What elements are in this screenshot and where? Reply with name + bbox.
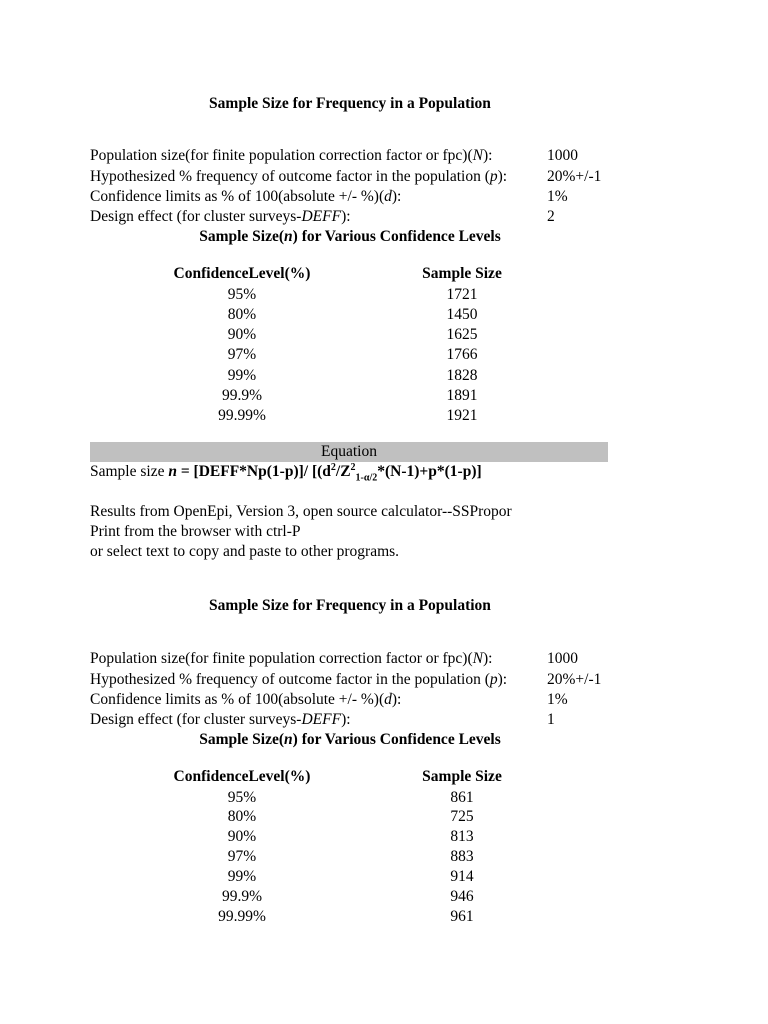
- table-cell-level: 99.99%: [218, 407, 266, 424]
- param-value-confidence-limits: 1%: [547, 188, 568, 205]
- table-cell-size: 914: [450, 868, 474, 885]
- column-header-confidence-level: ConfidenceLevel(%): [173, 768, 311, 785]
- table-cell-size: 1828: [446, 367, 478, 384]
- equation-formula: Sample size n = [DEFF*Np(1-p)]/ [$(d^2/Z^2_{1-\alpha/2}*(N-1)+p*(1-p)]$: [90, 462, 482, 484]
- note-copy: or select text to copy and paste to other programs.: [90, 543, 400, 560]
- column-header-sample-size: Sample Size: [422, 265, 502, 282]
- table-cell-level: 90%: [227, 828, 257, 845]
- table-cell-size: 725: [450, 808, 474, 825]
- table-cell-level: 80%: [227, 808, 257, 825]
- table-cell-level: 80%: [227, 306, 257, 323]
- note-openepi: Results from OpenEpi, Version 3, open source calculator--SSPropor: [90, 503, 512, 520]
- table-cell-level: 99%: [227, 367, 257, 384]
- table-cell-size: 883: [450, 848, 474, 865]
- section-1: [0, 95, 768, 565]
- table-cell-size: 1921: [446, 407, 478, 424]
- table-cell-size: 961: [450, 908, 474, 925]
- section-title: Sample Size for Frequency in a Population: [209, 95, 491, 112]
- param-label-population: Population size(for finite population correction factor or fpc)(N):: [90, 650, 493, 667]
- column-header-sample-size: Sample Size: [422, 768, 502, 785]
- param-value-population: 1000: [547, 147, 578, 164]
- equation-header: Equation: [90, 442, 608, 462]
- table-cell-size: 1891: [446, 387, 478, 404]
- param-value-design-effect: 2: [547, 208, 555, 225]
- note-print: Print from the browser with ctrl-P: [90, 523, 301, 540]
- param-label-design-effect: Design effect (for cluster surveys-DEFF):: [90, 711, 351, 728]
- param-value-design-effect: 1: [547, 711, 555, 728]
- table-subtitle: Sample Size(n) for Various Confidence Levels: [199, 731, 501, 748]
- param-label-frequency: Hypothesized % frequency of outcome factor in the population (p):: [90, 671, 508, 688]
- table-cell-size: 813: [450, 828, 474, 845]
- table-cell-size: 946: [450, 888, 474, 905]
- table-cell-level: 99.9%: [221, 888, 263, 905]
- table-cell-level: 99.99%: [218, 908, 266, 925]
- table-cell-level: 97%: [227, 848, 257, 865]
- table-cell-level: 95%: [227, 789, 257, 806]
- table-cell-size: 1625: [446, 326, 478, 343]
- param-value-population: 1000: [547, 650, 578, 667]
- section-title: Sample Size for Frequency in a Population: [209, 597, 491, 614]
- param-label-confidence-limits: Confidence limits as % of 100(absolute +/- %)(d):: [90, 188, 402, 205]
- table-cell-size: 1766: [446, 346, 478, 363]
- param-value-frequency: 20%+/-1: [547, 168, 602, 185]
- table-cell-level: 90%: [227, 326, 257, 343]
- table-cell-size: 1450: [446, 306, 478, 323]
- param-value-frequency: 20%+/-1: [547, 671, 602, 688]
- table-subtitle: Sample Size(n) for Various Confidence Levels: [199, 228, 501, 245]
- param-label-design-effect: Design effect (for cluster surveys-DEFF):: [90, 208, 351, 225]
- table-cell-size: 1721: [446, 286, 478, 303]
- section-2: [0, 597, 768, 937]
- param-label-frequency: Hypothesized % frequency of outcome factor in the population (p):: [90, 168, 508, 185]
- table-cell-level: 95%: [227, 286, 257, 303]
- table-cell-level: 99.9%: [221, 387, 263, 404]
- param-label-population: Population size(for finite population correction factor or fpc)(N):: [90, 147, 493, 164]
- table-cell-size: 861: [450, 789, 474, 806]
- table-cell-level: 99%: [227, 868, 257, 885]
- param-label-confidence-limits: Confidence limits as % of 100(absolute +/- %)(d):: [90, 691, 402, 708]
- column-header-confidence-level: ConfidenceLevel(%): [173, 265, 311, 282]
- param-value-confidence-limits: 1%: [547, 691, 568, 708]
- table-cell-level: 97%: [227, 346, 257, 363]
